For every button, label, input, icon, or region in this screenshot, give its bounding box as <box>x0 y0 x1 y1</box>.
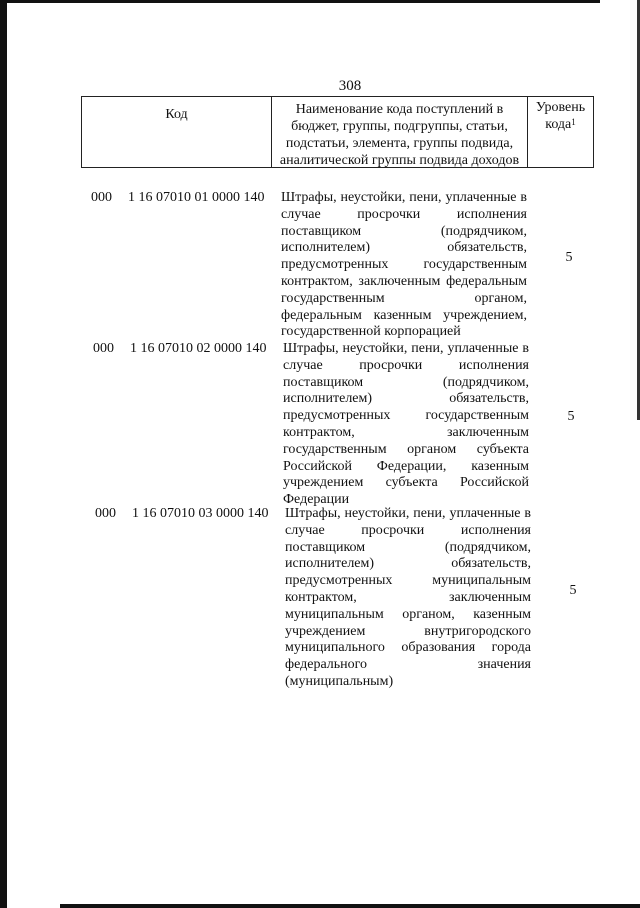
description-line: Штрафы, неустойки, пени, уплаченные в <box>283 341 529 356</box>
description-line: государственным органом субъекта <box>283 441 529 457</box>
description-line: поставщиком (подрядчиком, <box>283 374 529 390</box>
description-line: контрактом, заключенным федеральным <box>281 273 527 289</box>
description-line: учреждением субъекта Российской <box>283 475 529 491</box>
description-line: исполнителем) обязательств, <box>281 240 527 256</box>
description-line: поставщиком (подрядчиком, <box>285 539 531 555</box>
admin-code: 000 <box>93 341 114 356</box>
header-name-line: подстатьи, элемента, группы подвида, <box>285 136 514 151</box>
description-line: исполнителем) обязательств, <box>285 556 531 572</box>
table-row <box>93 341 593 509</box>
description-line: государственным органом, <box>281 290 527 306</box>
admin-code: 000 <box>91 190 112 205</box>
description-line: поставщиком (подрядчиком, <box>281 223 527 239</box>
header-level-text: кода <box>545 117 572 132</box>
description-line: предусмотренных государственным <box>281 257 527 273</box>
description-line: Российской Федерации, казенным <box>283 458 529 474</box>
description-line: контрактом, заключенным <box>283 424 529 440</box>
code-description <box>285 506 531 691</box>
description-line: исполнителем) обязательств, <box>283 391 529 407</box>
description-line: муниципальным органом, казенным <box>285 606 531 622</box>
code-level: 5 <box>567 409 575 424</box>
code-description <box>283 341 529 509</box>
page-number: 308 <box>338 78 362 94</box>
table-row <box>95 506 595 692</box>
scan-border-left <box>0 0 7 908</box>
admin-code: 000 <box>95 506 116 521</box>
description-line: контрактом, заключенным <box>285 589 531 605</box>
description-line: случае просрочки исполнения <box>285 522 531 538</box>
description-line: случае просрочки исполнения <box>281 206 527 222</box>
header-name-line: бюджет, группы, подгруппы, статьи, <box>291 119 508 134</box>
budget-code: 1 16 07010 01 0000 140 <box>128 190 265 205</box>
description-line: предусмотренных государственным <box>283 408 529 424</box>
budget-code: 1 16 07010 03 0000 140 <box>132 506 269 521</box>
description-line: государственной корпорацией <box>281 324 461 340</box>
code-description <box>281 190 527 341</box>
description-line: муниципального образования города <box>285 640 531 656</box>
description-line: случае просрочки исполнения <box>283 357 529 373</box>
header-name <box>272 97 528 167</box>
scan-border-bottom <box>60 904 640 908</box>
header-level-line1: Уровень <box>535 100 586 115</box>
description-line: федерального значения <box>285 657 531 673</box>
header-code: Код <box>82 97 272 167</box>
description-line: Штрафы, неустойки, пени, уплаченные в <box>285 506 531 521</box>
description-line: Штрафы, неустойки, пени, уплаченные в <box>281 190 527 205</box>
scan-border-top <box>0 0 600 3</box>
description-line: предусмотренных муниципальным <box>285 573 531 589</box>
table-row <box>91 190 591 342</box>
code-level: 5 <box>569 583 577 598</box>
header-name-line: Наименование кода поступлений в <box>295 102 504 117</box>
table-header <box>81 96 594 168</box>
footnote-marker: 1 <box>571 117 576 127</box>
header-name-line: аналитической группы подвида доходов <box>279 153 520 168</box>
description-line: учреждением внутригородского <box>285 623 531 639</box>
description-line: (муниципальным) <box>285 673 394 689</box>
code-level: 5 <box>565 250 573 265</box>
description-line: Федерации <box>283 492 350 508</box>
description-line: федеральным казенным учреждением, <box>281 307 527 323</box>
header-level <box>528 97 593 167</box>
budget-code: 1 16 07010 02 0000 140 <box>130 341 267 356</box>
header-level-line2 <box>528 116 593 133</box>
